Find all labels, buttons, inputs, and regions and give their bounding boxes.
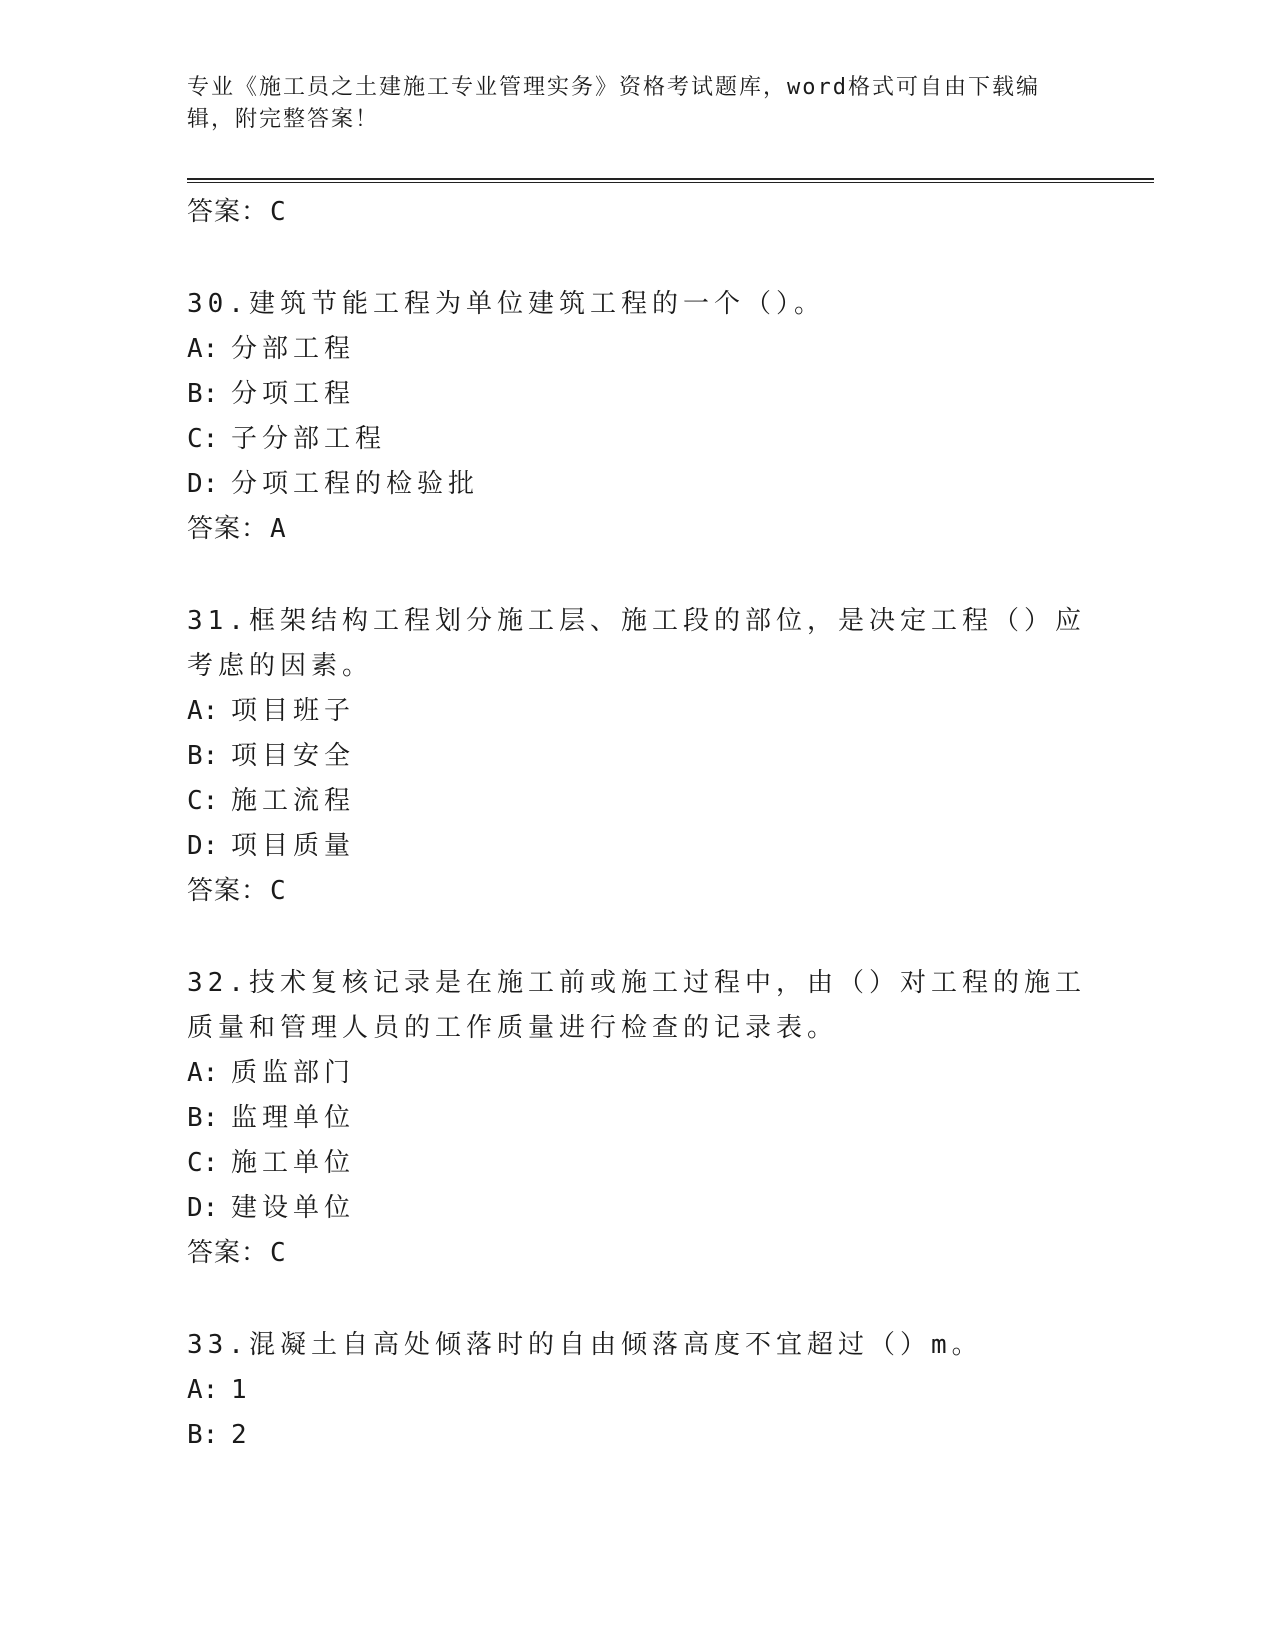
option-letter: A: [187, 1058, 219, 1088]
option-a [187, 327, 1087, 372]
option-letter: A: [187, 696, 219, 726]
question-item [187, 282, 1087, 551]
option-letter: B: [187, 379, 219, 409]
option-b [187, 1413, 1087, 1458]
option-letter: B: [187, 1420, 219, 1450]
question-stem: 31.框架结构工程划分施工层、施工段的部位，是决定工程（）应考虑的因素。 [187, 606, 1086, 681]
option-text: 分部工程 [231, 334, 356, 364]
option-letter: A: [187, 1375, 219, 1405]
option-text: 监理单位 [231, 1103, 356, 1133]
option-a [187, 689, 1087, 734]
option-text: 项目班子 [231, 696, 356, 726]
option-letter: B: [187, 1103, 219, 1133]
option-letter: D: [187, 1193, 219, 1223]
option-text: 分项工程 [231, 379, 356, 409]
answer-label: 答案： [187, 1238, 269, 1268]
option-b [187, 372, 1087, 417]
option-text: 质监部门 [231, 1058, 356, 1088]
option-text: 项目安全 [231, 741, 356, 771]
option-d [187, 462, 1087, 507]
answer-label: 答案： [187, 514, 269, 544]
question-stem: 30.建筑节能工程为单位建筑工程的一个（）。 [187, 289, 825, 319]
option-text: 施工单位 [231, 1148, 356, 1178]
option-text: 建设单位 [231, 1193, 356, 1223]
option-text: 1 [231, 1375, 252, 1405]
answer-line [187, 190, 1087, 234]
option-letter: D: [187, 831, 219, 861]
question-item [187, 599, 1087, 913]
option-letter: C: [187, 786, 219, 816]
answer-label: 答案： [187, 876, 269, 906]
option-c [187, 1141, 1087, 1186]
option-a [187, 1368, 1087, 1413]
option-text: 项目质量 [231, 831, 356, 861]
option-letter: C: [187, 1148, 219, 1178]
option-letter: D: [187, 469, 219, 499]
question-stem: 32.技术复核记录是在施工前或施工过程中，由（）对工程的施工质量和管理人员的工作质量进行检查的记录表。 [187, 968, 1086, 1043]
option-a [187, 1051, 1087, 1096]
answer-value: C [270, 197, 287, 227]
answer-value: C [270, 1238, 287, 1268]
question-item [187, 961, 1087, 1275]
question-stem: 33.混凝土自高处倾落时的自由倾落高度不宜超过（）m。 [187, 1330, 983, 1360]
option-b [187, 734, 1087, 779]
answer-value: A [270, 514, 287, 544]
option-text: 分项工程的检验批 [231, 469, 480, 499]
answer-line [187, 507, 1087, 551]
answer-line [187, 1231, 1087, 1275]
option-letter: C: [187, 424, 219, 454]
question-item [187, 1323, 1087, 1458]
option-text: 子分部工程 [231, 424, 387, 454]
option-c [187, 417, 1087, 462]
option-d [187, 1186, 1087, 1231]
option-letter: B: [187, 741, 219, 771]
answer-line [187, 869, 1087, 913]
option-d [187, 824, 1087, 869]
answer-label: 答案： [187, 197, 269, 227]
option-c [187, 779, 1087, 824]
option-text: 2 [231, 1420, 252, 1450]
answer-value: C [270, 876, 287, 906]
option-text: 施工流程 [231, 786, 356, 816]
option-b [187, 1096, 1087, 1141]
header-divider [187, 178, 1154, 183]
document-header: 专业《施工员之土建施工专业管理实务》资格考试题库，word格式可自由下载编辑，附完整答案！ [187, 75, 1040, 132]
option-letter: A: [187, 334, 219, 364]
question-list [187, 190, 1087, 1458]
